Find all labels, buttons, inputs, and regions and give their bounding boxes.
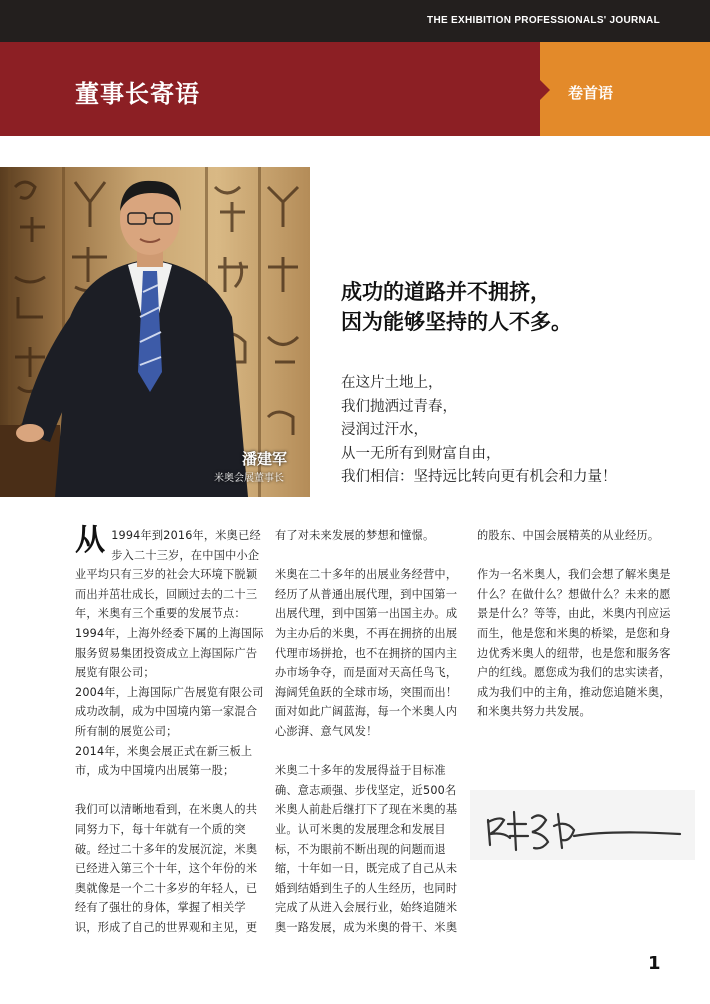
paragraph-text: 1994年到2016年，米奥已经步入二十三岁，在中国中小企业平均只有三岁的社会大环境下脱颖而出并茁壮成长，回顾过去的二十三年，米奥有三个重要的发展节点：: [75, 529, 261, 621]
headline-line-2: 因为能够坚持的人不多。: [341, 310, 572, 334]
body-paragraph: 的股东、中国会展精英的从业经历。: [477, 529, 660, 542]
chairman-role: 米奥会展董事长: [214, 473, 284, 484]
page-title: 董事长寄语: [75, 80, 200, 108]
body-paragraph: 有了对未来发展的梦想和憧憬。: [275, 529, 435, 542]
section-label: 卷首语: [568, 84, 614, 102]
body-paragraph: 我们可以清晰地看到，在米奥人的共同努力下，每十年就有一个质的突破。经过二十多年的发展沉淀，米奥已经进入第三个十年，这个年份的米奥就像是一个二十多岁的年轻人，已经有了强壮的身体，掌握了相关学识，形成了自己的世界观和主见，更: [75, 803, 258, 934]
poem-line: 在这片土地上，: [341, 375, 443, 391]
body-paragraph: 米奥二十多年的发展得益于目标准确、意志顽强、步伐坚定，近500名米奥人前赴后继打下了现在米奥的基业。认可米奥的发展理念和发展目标，不为眼前不断出现的问题而退缩，十年如一日，既完成了自己从未婚到结婚到生子的人生经历，也同时完成了从进入会展行业，始终追随米奥一路发展，成为米奥的骨干、米奥: [275, 764, 458, 934]
poem-line: 从一无所有到财富自由，: [341, 445, 501, 462]
paragraph-gap: [275, 546, 465, 566]
poem-line: 浸润过汗水，: [341, 422, 428, 438]
body-paragraph: 2004年，上海国际广告展览有限公司成功改制，成为中国境内第一家混合所有制的展览公司；: [75, 685, 264, 738]
body-column-2: [275, 526, 465, 937]
page-number: 1: [648, 953, 661, 974]
poem-line: 我们抛洒过青春，: [341, 398, 457, 415]
body-paragraph: 1994年，上海外经委下属的上海国际服务贸易集团投资成立上海国际广告展览有限公司；: [75, 626, 264, 680]
chairman-name: 潘建军: [242, 450, 288, 468]
paragraph-gap: [75, 781, 265, 801]
body-column-3: [477, 526, 677, 722]
body-paragraph: 2014年，米奥会展正式在新三板上市，成为中国境内出展第一股；: [75, 744, 253, 778]
body-paragraph: [75, 523, 265, 624]
journal-name: THE EXHIBITION PROFESSIONALS' JOURNAL: [427, 15, 660, 26]
headline-line-1: 成功的道路并不拥挤，: [341, 280, 551, 304]
paragraph-gap: [275, 742, 465, 762]
drop-cap: 从: [75, 523, 106, 558]
body-paragraph: 米奥在二十多年的出展业务经营中，经历了从普通出展代理，到中国第一出展代理，到中国第一出国主办。成为主办后的米奥，不再在拥挤的出展代理市场拼抢，也不在拥挤的国内主办市场争夺，而是面对天高任鸟飞，海阔凭鱼跃的全球市场，突围而出！面对如此广阔蓝海，每一个米奥人内心澎湃、意气风发！: [275, 568, 458, 738]
top-bar: [0, 0, 710, 42]
poem-line: 我们相信：坚持远比转向更有机会和力量！: [341, 469, 617, 485]
poem: [341, 372, 617, 490]
section-tab: [540, 42, 710, 136]
body-column-1: [75, 523, 265, 937]
signature: [470, 790, 695, 860]
tab-notch: [540, 80, 550, 100]
paragraph-gap: [477, 546, 677, 566]
headline: [341, 277, 572, 337]
body-paragraph: 作为一名米奥人，我们会想了解米奥是什么？在做什么？想做什么？未来的愿景是什么？等等，由此，米奥内刊应运而生，他是您和米奥的桥梁，是您和身边优秀米奥人的纽带，也是您和服务客户的红线。愿您成为我们的忠实读者，成为我们中的主角，推动您追随米奥，和米奥共努力共发展。: [477, 568, 671, 719]
